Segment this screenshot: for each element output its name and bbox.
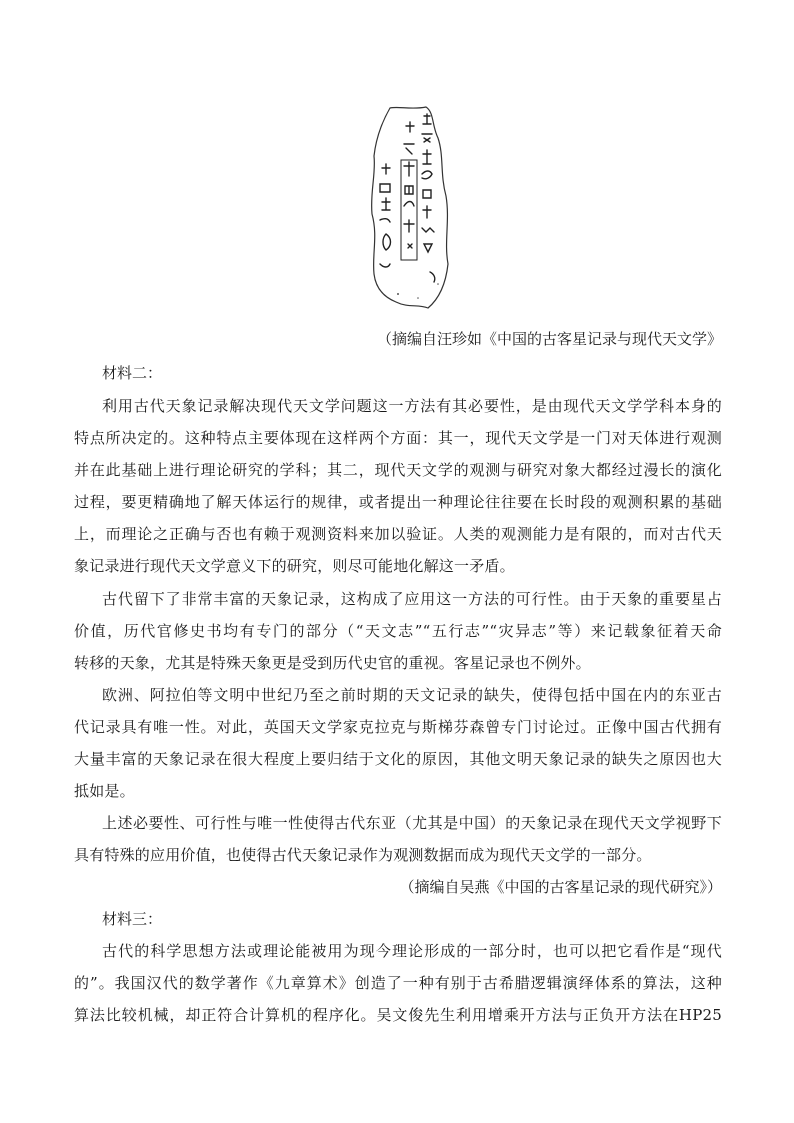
paragraph-line: 价值，历代官修史书均有专门的部分（“天文志”“五行志”“灾异志”等）来记载象征着天命 <box>74 622 722 640</box>
paragraph-line: 转移的天象，尤其是特殊天象更是受到历代史官的重视。客星记录也不例外。 <box>74 654 591 672</box>
paragraph-line: 代记录具有唯一性。对此，英国天文学家克拉克与斯梯芬森曾专门讨论过。正像中国古代拥有 <box>74 718 722 736</box>
caption-source-two: （摘编自吴燕《中国的古客星记录的现代研究》） <box>399 878 722 896</box>
section-label-material-three: 材料三： <box>102 910 163 928</box>
section-label-material-two: 材料二： <box>102 364 163 382</box>
paragraph-line: 上，而理论之正确与否也有赖于观测资料来加以验证。人类的观测能力是有限的，而对古代天 <box>74 525 722 543</box>
paragraph-line: 古代的科学思想方法或理论能被用为现今理论形成的一部分时，也可以把它看作是“现代 <box>102 942 722 960</box>
paragraph-line: 大量丰富的天象记录在很大程度上要归结于文化的原因，其他文明天象记录的缺失之原因也大 <box>74 750 722 768</box>
oracle-bone-inscription-figure <box>368 104 452 310</box>
paragraph-line: 过程，要更精确地了解天体运行的规律，或者提出一种理论往往要在长时段的观测积累的基础 <box>74 493 722 511</box>
paragraph-line: 利用古代天象记录解决现代天文学问题这一方法有其必要性，是由现代天文学学科本身的 <box>102 397 722 415</box>
paragraph-line: 古代留下了非常丰富的天象记录，这构成了应用这一方法的可行性。由于天象的重要星占 <box>102 590 722 608</box>
paragraph-line: 欧洲、阿拉伯等文明中世纪乃至之前时期的天文记录的缺失，使得包括中国在内的东亚古 <box>102 686 722 704</box>
oracle-bone-inscription-icon <box>368 104 452 310</box>
paragraph-line: 象记录进行现代天文学意义下的研究，则尽可能地化解这一矛盾。 <box>74 557 515 575</box>
paragraph-line: 上述必要性、可行性与唯一性使得古代东亚（尤其是中国）的天象记录在现代天文学视野下 <box>102 814 722 832</box>
caption-source-one: （摘编自汪珍如《中国的古客星记录与现代天文学》 <box>376 330 722 348</box>
paragraph-line: 的”。我国汉代的数学著作《九章算术》创造了一种有别于古希腊逻辑演绎体系的算法，这种 <box>74 974 722 992</box>
paragraph-line: 算法比较机械，却正符合计算机的程序化。吴文俊先生利用增乘开方法与正负开方法在HP25 <box>74 1006 722 1024</box>
paragraph-line: 并在此基础上进行理论研究的学科；其二，现代天文学的观测与研究对象大都经过漫长的演化 <box>74 461 722 479</box>
paragraph-line: 具有特殊的应用价值，也使得古代天象记录作为观测数据而成为现代天文学的一部分。 <box>74 846 652 864</box>
paragraph-line: 抵如是。 <box>74 782 135 800</box>
paragraph-line: 特点所决定的。这种特点主要体现在这样两个方面：其一，现代天文学是一门对天体进行观测 <box>74 429 722 447</box>
